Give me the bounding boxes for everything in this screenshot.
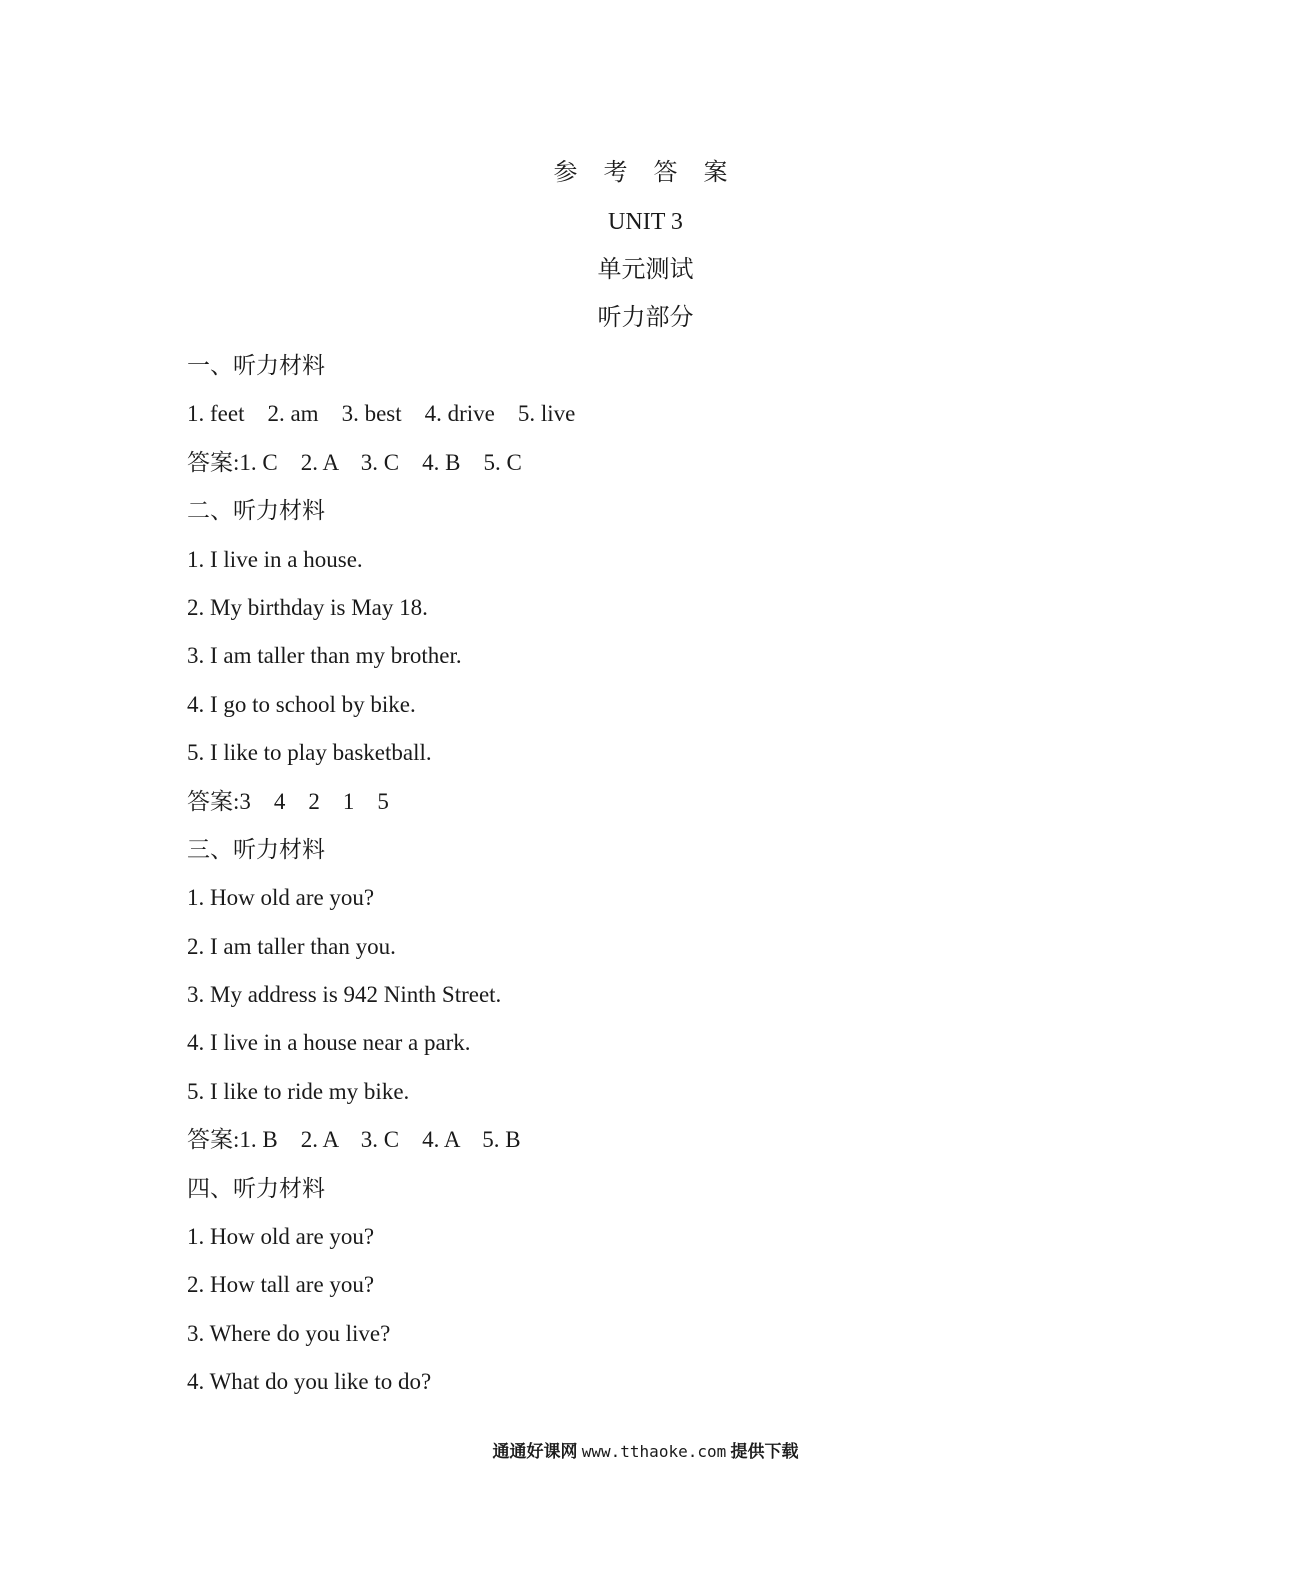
text-line: 5. I like to ride my bike. (187, 1078, 410, 1104)
text-line: 5. I like to play basketball. (187, 740, 432, 766)
section-heading-4: 四、听力材料 (187, 1175, 325, 1201)
section-heading-1: 一、听力材料 (187, 353, 325, 378)
footer-site-name: 通通好课网 (492, 1442, 578, 1462)
footer-suffix: 提供下载 (730, 1442, 799, 1462)
text-line: 3. My address is 942 Ninth Street. (187, 982, 502, 1008)
section-heading-3: 三、听力材料 (187, 836, 325, 862)
text-line: 3. Where do you live? (187, 1320, 391, 1346)
text-line: 1. feet 2. am 3. best 4. drive 5. live (187, 401, 576, 427)
test-heading: 单元测试 (597, 257, 694, 283)
answer-line: 答案:3 4 2 1 5 (187, 788, 389, 814)
text-line: 1. How old are you? (187, 885, 375, 911)
text-line: 1. I live in a house. (187, 546, 363, 572)
text-line: 2. My birthday is May 18. (187, 594, 428, 620)
part-heading: 听力部分 (597, 305, 694, 331)
answer-line: 答案:1. C 2. A 3. C 4. B 5. C (187, 449, 522, 475)
text-line: 4. What do you like to do? (187, 1369, 432, 1395)
text-line: 2. How tall are you? (187, 1272, 375, 1298)
answer-content (187, 351, 1187, 1416)
page-title: 参 考 答 案 (553, 160, 738, 186)
text-line: 4. I live in a house near a park. (187, 1030, 471, 1056)
text-line: 4. I go to school by bike. (187, 691, 416, 717)
footer-url[interactable]: www.tthaoke.com (581, 1442, 727, 1461)
page-footer (0, 1440, 1291, 1464)
text-line: 2. I am taller than you. (187, 933, 396, 959)
text-line: 1. How old are you? (187, 1224, 375, 1250)
section-heading-2: 二、听力材料 (187, 498, 325, 524)
unit-heading: UNIT 3 (608, 209, 683, 235)
text-line: 3. I am taller than my brother. (187, 643, 462, 669)
answer-line: 答案:1. B 2. A 3. C 4. A 5. B (187, 1127, 521, 1153)
